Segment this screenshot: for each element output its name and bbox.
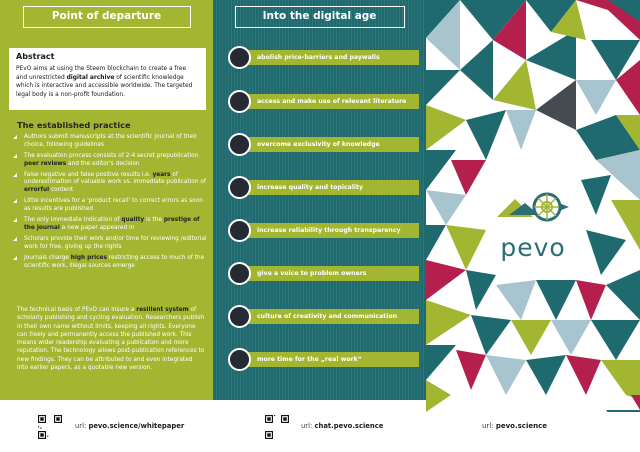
left-footer — [0, 400, 213, 452]
point-of-departure-title: Point of departure — [23, 6, 191, 28]
triangle-bullet-icon — [13, 154, 17, 158]
practice-item: The evaluation process consists of 2-4 secret prepublication peer reviews and the editor's decision — [13, 153, 207, 169]
into-digital-age-title: Into the digital age — [235, 6, 405, 28]
right-panel — [426, 0, 640, 452]
goal-bullet-icon — [228, 262, 251, 285]
goal-bullet-icon — [228, 348, 251, 371]
goal-label: abolish price-barriers and paywalls — [242, 50, 419, 65]
abstract-box — [9, 48, 206, 110]
triangle-bullet-icon — [13, 135, 17, 139]
goal-label: access and make use of relevant literature — [242, 94, 419, 109]
website-url[interactable]: url: pevo.science — [482, 422, 547, 430]
goal-bullet-icon — [228, 90, 251, 113]
triangle-bullet-icon — [13, 173, 17, 177]
technical-basis-text: The technical basis of PEvO can insure a resilient system of scholarly publishing and cycling evaluation. Researchers publish in their own name without limits, keeping all rights. Everyone can freely and permanently access the published work. This means wider readership evaluating a publication and more reputation. The technology allows post-publication references to new findings. They can be attributed to and even integrated into earlier papers, as a quotable new version. — [17, 307, 205, 371]
goal-bullet-icon — [228, 46, 251, 69]
goal-bullet-icon — [228, 133, 251, 156]
goal-item — [230, 137, 419, 152]
goal-item — [230, 352, 419, 367]
goal-item — [230, 266, 419, 281]
left-panel — [0, 0, 213, 452]
middle-header — [213, 0, 426, 34]
practice-item: Scholars provide their work and/or time for reviewing /editorial work for free, giving up the rights — [13, 236, 207, 252]
goal-item — [230, 223, 419, 238]
goal-item — [230, 180, 419, 195]
triangle-bullet-icon — [13, 199, 17, 203]
abstract-text: PEvO aims at using the Steem blockchain to create a free and unrestricted digital archive of scientific knowledge which is interactive and accessible worldwide. The targeted legal body is a non-profit foundation. — [16, 66, 193, 98]
middle-panel — [213, 0, 426, 452]
pevo-logo-text: pevo — [500, 233, 566, 262]
middle-footer — [213, 400, 426, 452]
goal-bullet-icon — [228, 176, 251, 199]
chat-url[interactable]: url: chat.pevo.science — [301, 422, 384, 430]
practice-item: Authors submit manuscripts at the scientific journal of their choice, following guidelines — [13, 134, 207, 150]
goal-label: culture of creativity and communication — [242, 309, 419, 324]
left-header — [0, 0, 213, 34]
qr-code-icon[interactable] — [265, 415, 289, 439]
goal-label: increase reliability through transparency — [242, 223, 419, 238]
goal-item — [230, 94, 419, 109]
practice-title: The established practice — [17, 120, 131, 130]
practice-item: The only immediate indication of quality is the prestige of the journal a new paper appeared in — [13, 217, 207, 233]
pevo-logo — [489, 179, 577, 269]
goal-item — [230, 50, 419, 65]
triangle-bullet-icon — [13, 237, 17, 241]
goal-label: increase quality and topicality — [242, 180, 419, 195]
goal-bullet-icon — [228, 305, 251, 328]
practice-item: False negative and false positive results i.e. years of underestimation of valuable work vs. immediate publication of errorful content — [13, 172, 207, 195]
chameleon-logo-icon — [489, 179, 577, 233]
practice-item: Little incentives for a 'product recall' to correct errors as soon as results are published — [13, 198, 207, 214]
whitepaper-url[interactable]: url: pevo.science/whitepaper — [75, 422, 185, 430]
right-footer — [426, 412, 640, 452]
abstract-title: Abstract — [16, 52, 55, 61]
qr-code-icon[interactable] — [38, 415, 62, 439]
practice-list — [13, 134, 207, 274]
goal-label: more time for the „real work“ — [242, 352, 419, 367]
goal-item — [230, 309, 419, 324]
goal-bullet-icon — [228, 219, 251, 242]
goal-label: give a voice to problem owners — [242, 266, 419, 281]
triangle-bullet-icon — [13, 218, 17, 222]
practice-item: Journals charge high prices restricting access to much of the scientific work, illegal sources emerge — [13, 255, 207, 271]
triangle-bullet-icon — [13, 256, 17, 260]
goal-label: overcome exclusivity of knowledge — [242, 137, 419, 152]
